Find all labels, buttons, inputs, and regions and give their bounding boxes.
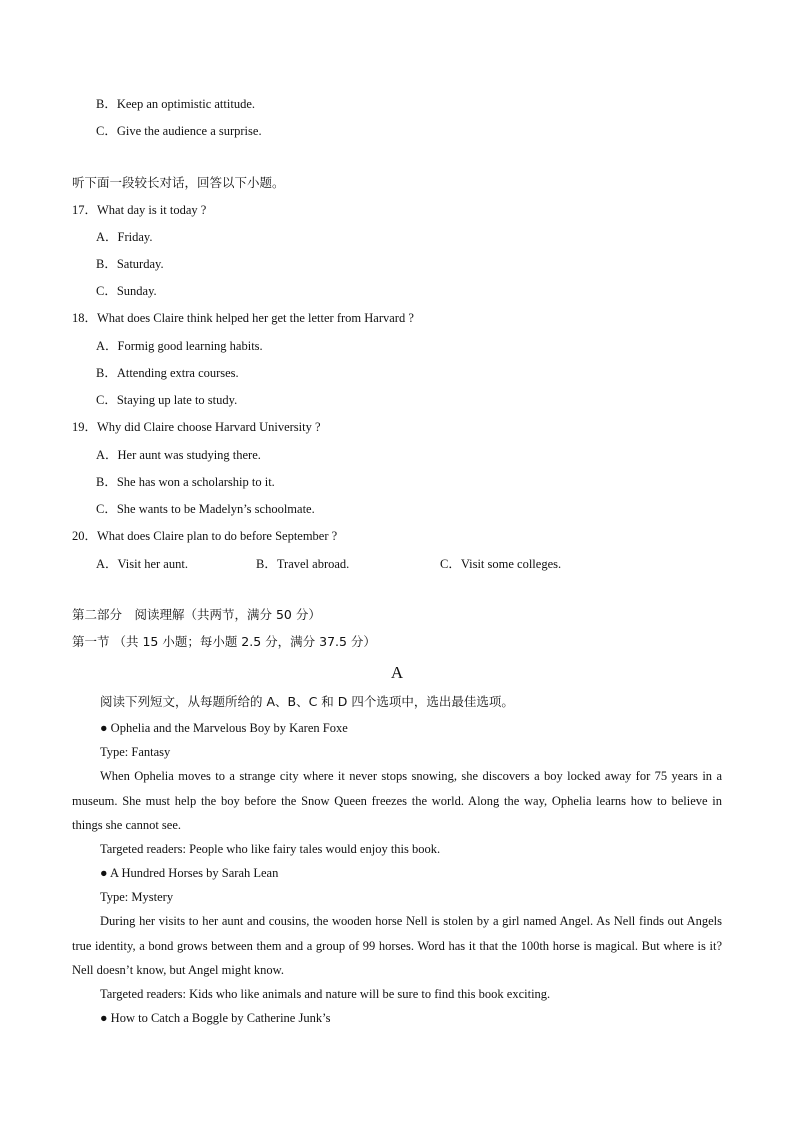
book-1-description: When Ophelia moves to a strange city where it never stops snowing, she discovers a boy locked away for 75 years in a museum. She must help the boy before the Snow Queen freezes the world. Along the way, Ophelia learns how to believe in things she cannot see.: [72, 769, 722, 832]
question-17-stem: 17．What day is it today ?: [72, 203, 207, 217]
book-1-title: ● Ophelia and the Marvelous Boy by Karen Foxe: [100, 721, 348, 735]
question-19-stem: 19．Why did Claire choose Harvard University ?: [72, 420, 321, 434]
reading-instruction: 阅读下列短文，从每题所给的 A、B、C 和 D 四个选项中，选出最佳选项。: [100, 694, 514, 709]
book-2-description: During her visits to her aunt and cousins, the wooden horse Nell is stolen by a girl named Angel. As Nell finds out Angels true identity, a bond grows between them and a group of 99 horses. Word has it that the 100th horse is magical. But where is it? Nell doesn’t know, but Angel might know.: [72, 914, 722, 977]
section-one-heading: 第一节 （共 15 小题；每小题 2.5 分，满分 37.5 分）: [72, 634, 376, 649]
passage-label: A: [390, 663, 404, 682]
question-19-option-b: B．She has won a scholarship to it.: [96, 475, 275, 489]
book-2-readers: Targeted readers: Kids who like animals and nature will be sure to find this book exciting.: [100, 987, 551, 1001]
long-dialogue-instruction: 听下面一段较长对话，回答以下小题。: [72, 175, 285, 190]
question-17-option-a: A．Friday.: [96, 230, 153, 244]
question-20-option-a: A．Visit her aunt.: [96, 557, 188, 571]
question-18-option-b: B．Attending extra courses.: [96, 366, 239, 380]
question-20-stem: 20．What does Claire plan to do before September ?: [72, 529, 338, 543]
option-b-prev: B．Keep an optimistic attitude.: [96, 97, 255, 111]
book-1-type: Type: Fantasy: [100, 745, 171, 759]
question-19-option-a: A．Her aunt was studying there.: [96, 448, 261, 462]
question-17-option-c: C．Sunday.: [96, 284, 157, 298]
question-19-option-c: C．She wants to be Madelyn’s schoolmate.: [96, 502, 315, 516]
book-2-title: ● A Hundred Horses by Sarah Lean: [100, 866, 279, 880]
question-18-stem: 18．What does Claire think helped her get the letter from Harvard ?: [72, 311, 414, 325]
question-18-option-c: C．Staying up late to study.: [96, 393, 238, 407]
question-20-option-c: C．Visit some colleges.: [440, 557, 562, 571]
book-3-title: ● How to Catch a Boggle by Catherine Junk’s: [100, 1011, 331, 1025]
book-2-type: Type: Mystery: [100, 890, 174, 904]
book-1-readers: Targeted readers: People who like fairy tales would enjoy this book.: [100, 842, 441, 856]
option-c-prev: C．Give the audience a surprise.: [96, 124, 262, 138]
question-18-option-a: A．Formig good learning habits.: [96, 339, 263, 353]
part-two-heading: 第二部分 阅读理解（共两节，满分 50 分）: [72, 607, 321, 622]
question-20-option-b: B．Travel abroad.: [256, 557, 350, 571]
question-17-option-b: B．Saturday.: [96, 257, 164, 271]
